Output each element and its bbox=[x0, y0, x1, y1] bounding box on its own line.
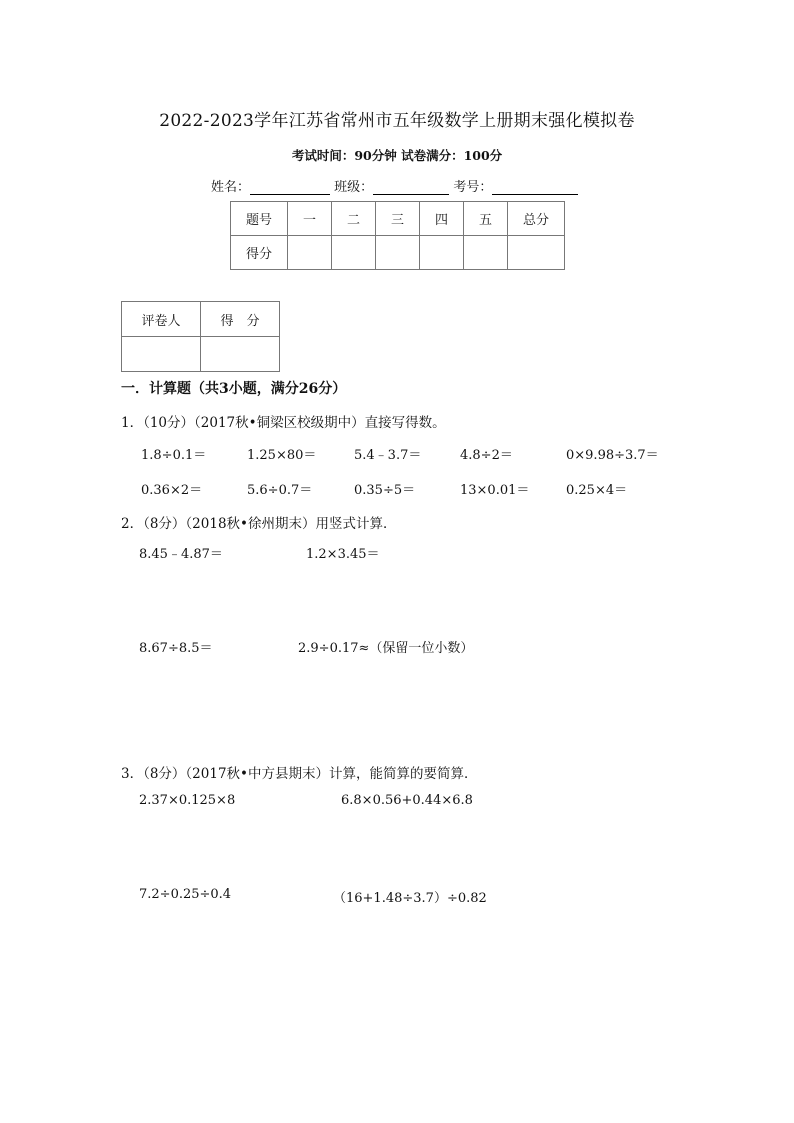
score-header-cell: 五 bbox=[464, 202, 508, 236]
score-cell[interactable] bbox=[376, 236, 420, 270]
q1-expression: 0.35÷5＝ bbox=[354, 483, 416, 498]
name-label: 姓名： bbox=[211, 180, 251, 195]
score-cell[interactable] bbox=[464, 236, 508, 270]
score-cell[interactable] bbox=[332, 236, 376, 270]
grader-input-row bbox=[122, 337, 280, 372]
id-label: 考号： bbox=[453, 180, 493, 195]
grader-table bbox=[121, 301, 280, 372]
q1-expression: 5.4﹣3.7＝ bbox=[354, 448, 422, 463]
q1-expression: 1.8÷0.1＝ bbox=[141, 448, 207, 463]
q1-expression: 1.25×80＝ bbox=[247, 448, 317, 463]
q1-expression: 0.36×2＝ bbox=[141, 483, 203, 498]
page-title: 2022-2023学年江苏省常州市五年级数学上册期末强化模拟卷 bbox=[159, 111, 635, 131]
student-info-line bbox=[211, 176, 578, 195]
grader-cell[interactable] bbox=[122, 337, 201, 372]
name-blank[interactable] bbox=[250, 180, 330, 195]
score-table bbox=[230, 201, 565, 270]
class-label: 班级： bbox=[334, 180, 374, 195]
score-cell[interactable] bbox=[288, 236, 332, 270]
score-header-cell: 二 bbox=[332, 202, 376, 236]
grader-header-row bbox=[122, 302, 280, 337]
q2-expression: 2.9÷0.17≈（保留一位小数） bbox=[298, 641, 474, 656]
grader-cell[interactable] bbox=[201, 337, 280, 372]
q1-expression: 0×9.98÷3.7＝ bbox=[566, 448, 659, 463]
q1-expression: 4.8÷2＝ bbox=[460, 448, 513, 463]
q3-expression: （16+1.48÷3.7）÷0.82 bbox=[333, 891, 487, 906]
section-heading: 一．计算题（共3小题，满分26分） bbox=[121, 381, 347, 397]
score-row-label: 得分 bbox=[231, 236, 288, 270]
exam-subtitle: 考试时间：90分钟 试卷满分：100分 bbox=[291, 148, 503, 163]
question-1-stem: 1．（10分）（2017秋•铜梁区校级期中）直接写得数。 bbox=[121, 415, 446, 431]
score-header-cell: 三 bbox=[376, 202, 420, 236]
grader-header-cell: 评卷人 bbox=[122, 302, 201, 337]
id-blank[interactable] bbox=[492, 180, 578, 195]
score-header-cell: 一 bbox=[288, 202, 332, 236]
score-cell[interactable] bbox=[420, 236, 464, 270]
question-3-stem: 3．（8分）（2017秋•中方县期末）计算，能简算的要简算． bbox=[121, 766, 478, 782]
q3-expression: 6.8×0.56+0.44×6.8 bbox=[341, 793, 473, 808]
question-2-stem: 2．（8分）（2018秋•徐州期末）用竖式计算． bbox=[121, 516, 397, 532]
q3-expression: 7.2÷0.25÷0.4 bbox=[139, 887, 232, 902]
q2-expression: 8.67÷8.5＝ bbox=[139, 641, 213, 656]
q2-expression: 8.45﹣4.87＝ bbox=[139, 547, 223, 562]
class-blank[interactable] bbox=[373, 180, 449, 195]
q3-expression: 2.37×0.125×8 bbox=[139, 793, 236, 808]
q1-expression: 5.6÷0.7＝ bbox=[247, 483, 313, 498]
score-header-cell: 题号 bbox=[231, 202, 288, 236]
score-cell[interactable] bbox=[508, 236, 565, 270]
score-header-cell: 四 bbox=[420, 202, 464, 236]
score-table-score-row bbox=[231, 236, 565, 270]
q2-expression: 1.2×3.45＝ bbox=[306, 547, 380, 562]
q1-expression: 13×0.01＝ bbox=[460, 483, 530, 498]
q1-expression: 0.25×4＝ bbox=[566, 483, 628, 498]
grader-header-cell: 得 分 bbox=[201, 302, 280, 337]
score-header-cell: 总分 bbox=[508, 202, 565, 236]
score-table-header-row bbox=[231, 202, 565, 236]
